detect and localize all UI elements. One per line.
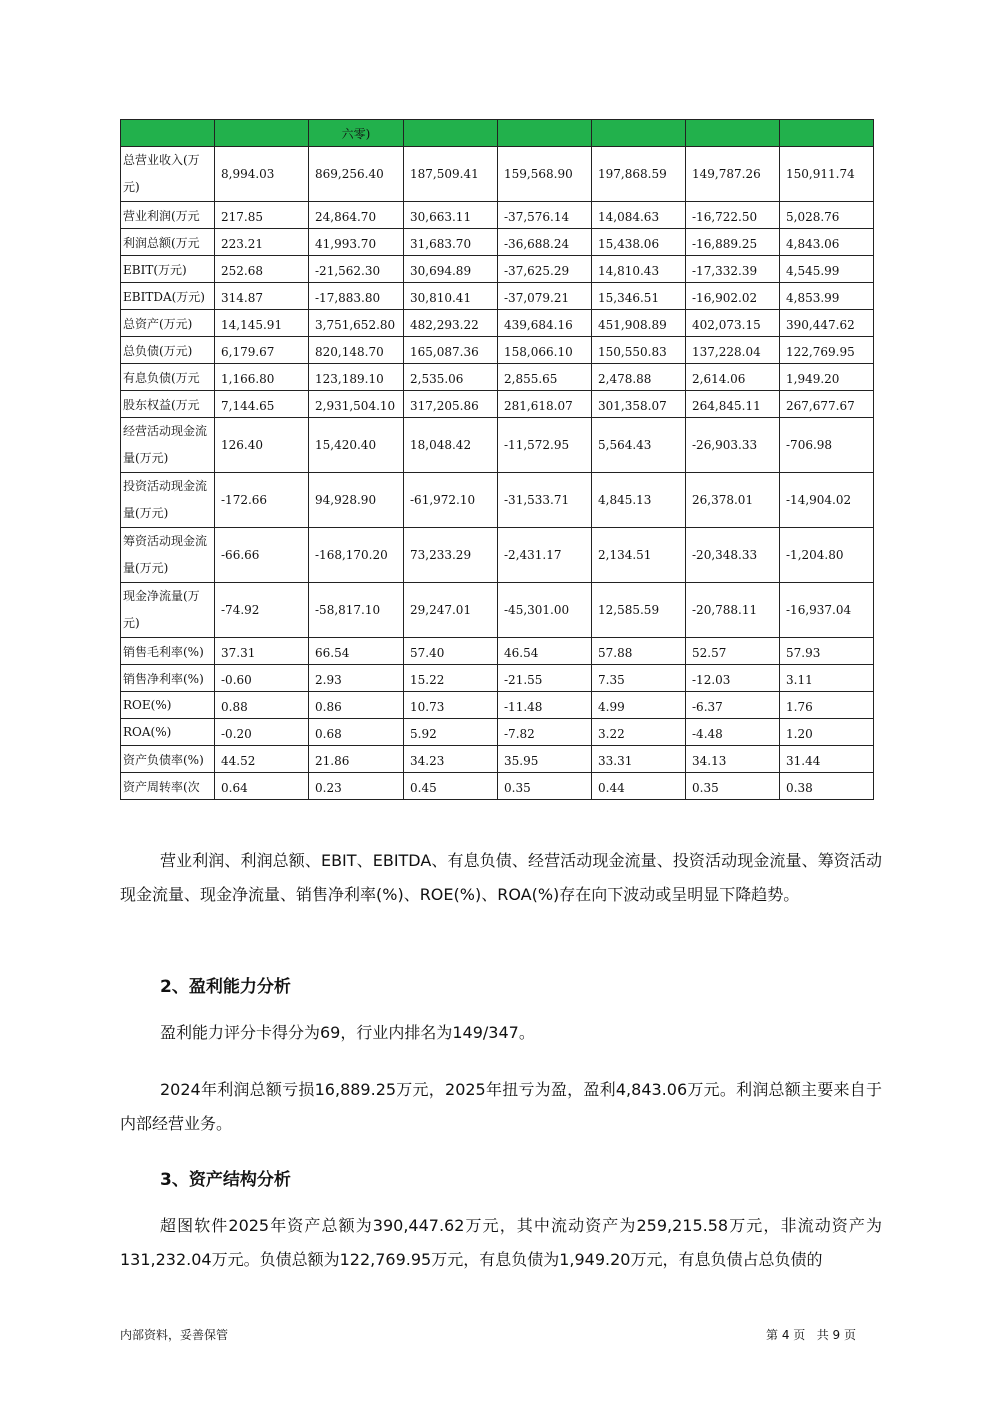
value-cell: 2,614.06 [686,364,780,391]
row-label: 投资活动现金流量(万元) [121,473,215,528]
value-cell: -20,788.11 [686,583,780,638]
table-header-row [121,120,874,147]
value-cell: 37.31 [215,638,309,665]
value-cell: 73,233.29 [404,528,498,583]
value-cell: 0.88 [215,692,309,719]
footer-page-number: 第 4 页 共 9 页 [766,1328,856,1342]
row-label: 资产负债率(%) [121,746,215,773]
value-cell: -16,722.50 [686,202,780,229]
value-cell: 2,535.06 [404,364,498,391]
value-cell: -168,170.20 [309,528,404,583]
row-label: 销售毛利率(%) [121,638,215,665]
table-row [121,665,874,692]
value-cell: 57.88 [592,638,686,665]
value-cell: -21,562.30 [309,256,404,283]
value-cell: 0.44 [592,773,686,800]
value-cell: 165,087.36 [404,337,498,364]
row-label: EBIT(万元) [121,256,215,283]
value-cell: 52.57 [686,638,780,665]
header-cell [498,120,592,147]
value-cell: 46.54 [498,638,592,665]
table-row [121,719,874,746]
value-cell: 122,769.95 [780,337,874,364]
value-cell: -31,533.71 [498,473,592,528]
table-row [121,528,874,583]
value-cell: 482,293.22 [404,310,498,337]
value-cell: 187,509.41 [404,147,498,202]
header-cell [592,120,686,147]
asset-structure-paragraph: 超图软件2025年资产总额为390,447.62万元，其中流动资产为259,215.58万元，非流动资产为131,232.04万元。负债总额为122,769.95万元，有息负债为1,949.20万元，有息负债占总负债的 [120,1216,882,1269]
value-cell: 15,346.51 [592,283,686,310]
value-cell: 451,908.89 [592,310,686,337]
value-cell: -11,572.95 [498,418,592,473]
value-cell: 197,868.59 [592,147,686,202]
value-cell: 14,145.91 [215,310,309,337]
value-cell: 0.35 [498,773,592,800]
value-cell: 1,166.80 [215,364,309,391]
value-cell: 26,378.01 [686,473,780,528]
value-cell: 57.93 [780,638,874,665]
value-cell: 1.76 [780,692,874,719]
value-cell: 35.95 [498,746,592,773]
value-cell: 149,787.26 [686,147,780,202]
value-cell: 7.35 [592,665,686,692]
table-row [121,229,874,256]
value-cell: 2.93 [309,665,404,692]
table-row [121,310,874,337]
value-cell: -45,301.00 [498,583,592,638]
value-cell: 21.86 [309,746,404,773]
row-label: 总负债(万元) [121,337,215,364]
value-cell: -2,431.17 [498,528,592,583]
value-cell: 3.11 [780,665,874,692]
table-row [121,202,874,229]
table-row [121,473,874,528]
value-cell: 30,663.11 [404,202,498,229]
table-row [121,638,874,665]
value-cell: -61,972.10 [404,473,498,528]
value-cell: -706.98 [780,418,874,473]
value-cell: -37,625.29 [498,256,592,283]
header-cell [780,120,874,147]
value-cell: -0.20 [215,719,309,746]
value-cell: 29,247.01 [404,583,498,638]
value-cell: 150,911.74 [780,147,874,202]
value-cell: 2,478.88 [592,364,686,391]
table-row [121,746,874,773]
value-cell: -7.82 [498,719,592,746]
header-cell [215,120,309,147]
table-row [121,283,874,310]
footer-confidential-note: 内部资料，妥善保管 [120,1328,229,1342]
value-cell: -17,883.80 [309,283,404,310]
summary-paragraph: 营业利润、利润总额、EBIT、EBITDA、有息负债、经营活动现金流量、投资活动现金流量、筹资活动现金流量、现金净流量、销售净利率(%)、ROE(%)、ROA(%)存在向下波动或呈明显下降趋势。 [120,851,882,904]
value-cell: 24,864.70 [309,202,404,229]
value-cell: 0.86 [309,692,404,719]
value-cell: 223.21 [215,229,309,256]
row-label: ROA(%) [121,719,215,746]
value-cell: 314.87 [215,283,309,310]
value-cell: 33.31 [592,746,686,773]
value-cell: 31,683.70 [404,229,498,256]
value-cell: 4,843.06 [780,229,874,256]
table-row [121,364,874,391]
row-label: 营业利润(万元 [121,202,215,229]
value-cell: 4,845.13 [592,473,686,528]
table-row [121,337,874,364]
value-cell: -0.60 [215,665,309,692]
value-cell: 94,928.90 [309,473,404,528]
value-cell: 8,994.03 [215,147,309,202]
row-label: 经营活动现金流量(万元) [121,418,215,473]
value-cell: 4,853.99 [780,283,874,310]
value-cell: 281,618.07 [498,391,592,418]
value-cell: 10.73 [404,692,498,719]
value-cell: 7,144.65 [215,391,309,418]
value-cell: 34.13 [686,746,780,773]
value-cell: -11.48 [498,692,592,719]
value-cell: 0.23 [309,773,404,800]
table-row [121,256,874,283]
value-cell: 12,585.59 [592,583,686,638]
value-cell: -14,904.02 [780,473,874,528]
value-cell: -6.37 [686,692,780,719]
value-cell: 30,694.89 [404,256,498,283]
value-cell: 2,931,504.10 [309,391,404,418]
value-cell: 267,677.67 [780,391,874,418]
value-cell: 402,073.15 [686,310,780,337]
row-label: 资产周转率(次 [121,773,215,800]
value-cell: 0.64 [215,773,309,800]
value-cell: 301,358.07 [592,391,686,418]
table-row [121,773,874,800]
value-cell: 123,189.10 [309,364,404,391]
value-cell: 41,993.70 [309,229,404,256]
row-label: 总营业收入(万元) [121,147,215,202]
value-cell: 44.52 [215,746,309,773]
value-cell: 34.23 [404,746,498,773]
value-cell: -4.48 [686,719,780,746]
value-cell: 820,148.70 [309,337,404,364]
value-cell: 252.68 [215,256,309,283]
value-cell: -1,204.80 [780,528,874,583]
value-cell: -74.92 [215,583,309,638]
value-cell: 31.44 [780,746,874,773]
row-label: 利润总额(万元 [121,229,215,256]
value-cell: -66.66 [215,528,309,583]
value-cell: 14,084.63 [592,202,686,229]
header-cell [404,120,498,147]
value-cell: 0.68 [309,719,404,746]
value-cell: 4.99 [592,692,686,719]
value-cell: 126.40 [215,418,309,473]
row-label: 股东权益(万元 [121,391,215,418]
value-cell: -172.66 [215,473,309,528]
table-row [121,147,874,202]
value-cell: 1,949.20 [780,364,874,391]
value-cell: -12.03 [686,665,780,692]
row-label: 总资产(万元) [121,310,215,337]
row-label: 有息负债(万元 [121,364,215,391]
value-cell: 5.92 [404,719,498,746]
header-cell: 六零) [309,120,404,147]
table-body [121,120,874,800]
value-cell: 0.38 [780,773,874,800]
value-cell: 5,564.43 [592,418,686,473]
value-cell: 0.35 [686,773,780,800]
value-cell: 2,855.65 [498,364,592,391]
row-label: EBITDA(万元) [121,283,215,310]
value-cell: 439,684.16 [498,310,592,337]
row-label: ROE(%) [121,692,215,719]
value-cell: 158,066.10 [498,337,592,364]
value-cell: 30,810.41 [404,283,498,310]
value-cell: 317,205.86 [404,391,498,418]
table-row [121,583,874,638]
value-cell: -37,576.14 [498,202,592,229]
row-label: 销售净利率(%) [121,665,215,692]
profit-trend-paragraph: 2024年利润总额亏损16,889.25万元，2025年扭亏为盈，盈利4,843.06万元。利润总额主要来自于内部经营业务。 [120,1080,882,1133]
value-cell: 57.40 [404,638,498,665]
value-cell: 150,550.83 [592,337,686,364]
value-cell: -21.55 [498,665,592,692]
value-cell: -16,937.04 [780,583,874,638]
financial-table [120,119,874,800]
value-cell: 0.45 [404,773,498,800]
value-cell: -36,688.24 [498,229,592,256]
value-cell: -16,889.25 [686,229,780,256]
profitability-score-paragraph: 盈利能力评分卡得分为69，行业内排名为149/347。 [160,1023,535,1042]
value-cell: 1.20 [780,719,874,746]
value-cell: 3.22 [592,719,686,746]
table-row [121,418,874,473]
value-cell: 2,134.51 [592,528,686,583]
value-cell: 5,028.76 [780,202,874,229]
value-cell: 159,568.90 [498,147,592,202]
table-row [121,391,874,418]
row-label: 筹资活动现金流量(万元) [121,528,215,583]
value-cell: 15,420.40 [309,418,404,473]
value-cell: 18,048.42 [404,418,498,473]
value-cell: -17,332.39 [686,256,780,283]
value-cell: -37,079.21 [498,283,592,310]
value-cell: 3,751,652.80 [309,310,404,337]
section-heading-profitability: 2、盈利能力分析 [160,977,291,997]
header-cell [121,120,215,147]
row-label: 现金净流量(万元) [121,583,215,638]
value-cell: 869,256.40 [309,147,404,202]
value-cell: 390,447.62 [780,310,874,337]
value-cell: 14,810.43 [592,256,686,283]
value-cell: 217.85 [215,202,309,229]
value-cell: -58,817.10 [309,583,404,638]
value-cell: 137,228.04 [686,337,780,364]
value-cell: 66.54 [309,638,404,665]
value-cell: -26,903.33 [686,418,780,473]
section-heading-asset-structure: 3、资产结构分析 [160,1170,291,1190]
value-cell: 264,845.11 [686,391,780,418]
value-cell: 4,545.99 [780,256,874,283]
value-cell: 15.22 [404,665,498,692]
value-cell: -20,348.33 [686,528,780,583]
value-cell: -16,902.02 [686,283,780,310]
table-row [121,692,874,719]
value-cell: 6,179.67 [215,337,309,364]
value-cell: 15,438.06 [592,229,686,256]
header-cell [686,120,780,147]
